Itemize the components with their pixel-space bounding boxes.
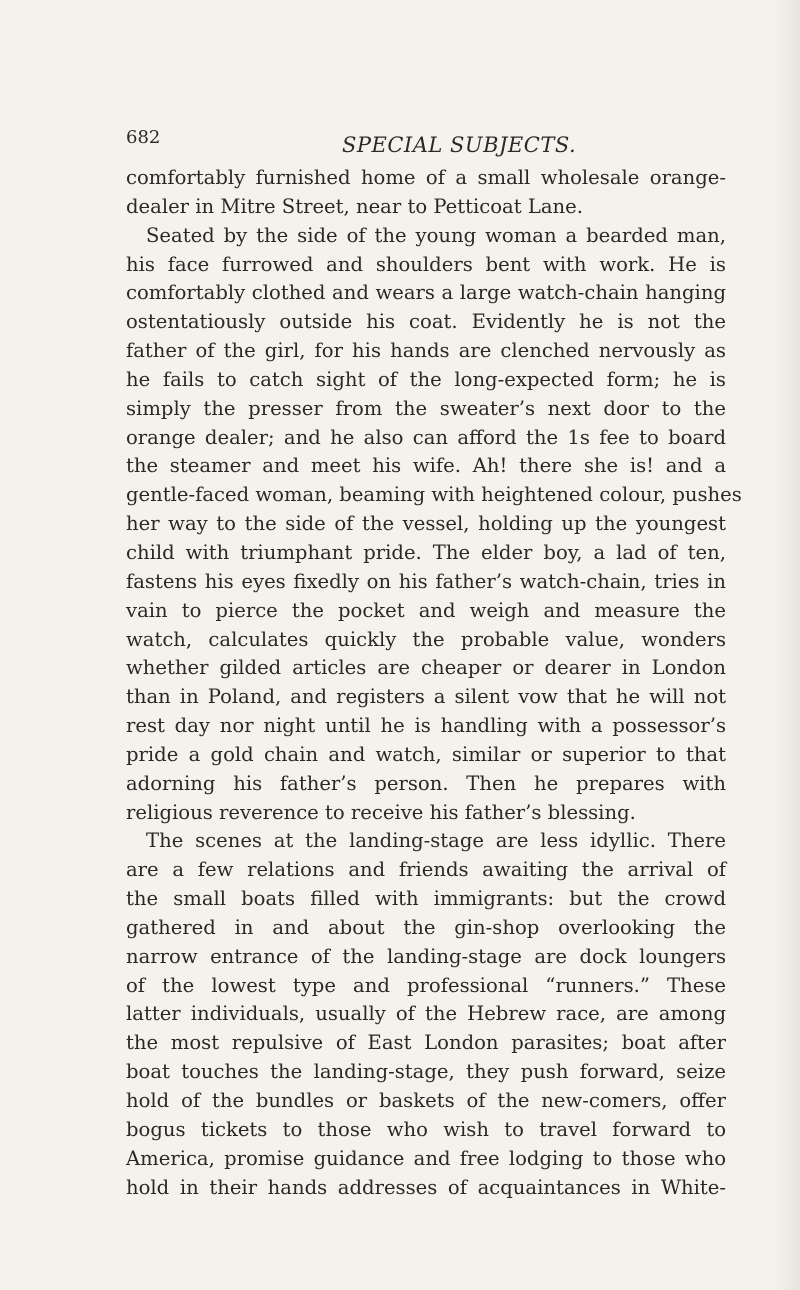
text-line: watch, calculates quickly the probable value, wonders bbox=[126, 627, 726, 651]
text-line: her way to the side of the vessel, holding up the youngest bbox=[126, 512, 726, 536]
text-line: pride a gold chain and watch, similar or superior to that bbox=[126, 742, 726, 766]
text-line: ostentatiously outside his coat. Evidently he is not the bbox=[126, 310, 726, 334]
text-line: are a few relations and friends awaiting the arrival of bbox=[126, 858, 726, 882]
text-line: simply the presser from the sweater’s next door to the bbox=[126, 396, 726, 420]
text-line: hold in their hands addresses of acquaintances in White- bbox=[126, 1175, 726, 1199]
text-line: boat touches the landing-stage, they push forward, seize bbox=[126, 1060, 726, 1084]
text-line: father of the girl, for his hands are clenched nervously as bbox=[126, 339, 726, 363]
text-line: bogus tickets to those who wish to travel forward to bbox=[126, 1117, 726, 1141]
text-line: gathered in and about the gin-shop overlooking the bbox=[126, 915, 726, 939]
text-line: hold of the bundles or baskets of the new-comers, offer bbox=[126, 1089, 726, 1112]
body-text bbox=[126, 164, 742, 1202]
text-line: dealer in Mitre Street, near to Petticoat Lane. bbox=[126, 194, 583, 218]
text-line: whether gilded articles are cheaper or dearer in London bbox=[126, 656, 726, 680]
text-line: vain to pierce the pocket and weigh and measure the bbox=[126, 598, 726, 622]
paragraph-start-line: Seated by the side of the young woman a bearded man, bbox=[146, 223, 726, 247]
text-line: America, promise guidance and free lodging to those who bbox=[126, 1146, 726, 1170]
text-line: than in Poland, and registers a silent vow that he will not bbox=[126, 685, 726, 709]
text-line: orange dealer; and he also can afford the 1s fee to board bbox=[126, 425, 726, 449]
text-line: fastens his eyes fixedly on his father’s watch-chain, tries in bbox=[126, 569, 726, 593]
text-line: his face furrowed and shoulders bent with work. He is bbox=[126, 252, 726, 276]
page-number: 682 bbox=[126, 127, 161, 148]
text-line: narrow entrance of the landing-stage are dock loungers bbox=[126, 944, 726, 968]
text-line: comfortably furnished home of a small wholesale orange- bbox=[126, 166, 726, 189]
text-line: adorning his father’s person. Then he prepares with bbox=[126, 771, 726, 795]
text-line: the small boats filled with immigrants: but the crowd bbox=[126, 887, 726, 911]
running-head: SPECIAL SUBJECTS. bbox=[342, 133, 577, 157]
paragraph-start-line: The scenes at the landing-stage are less idyllic. There bbox=[146, 829, 726, 853]
text-line: child with triumphant pride. The elder boy, a lad of ten, bbox=[126, 540, 726, 564]
text-line: rest day nor night until he is handling with a possessor’s bbox=[126, 714, 726, 738]
text-line: comfortably clothed and wears a large watch-chain hanging bbox=[126, 281, 726, 305]
page-edge-shadow bbox=[774, 0, 800, 1290]
text-line: of the lowest type and professional “runners.” These bbox=[126, 973, 726, 997]
text-line: latter individuals, usually of the Hebrew race, are among bbox=[126, 1002, 726, 1026]
text-line: the steamer and meet his wife. Ah! there she is! and a bbox=[126, 454, 726, 478]
text-line: gentle-faced woman, beaming with heightened colour, pushes bbox=[126, 483, 742, 507]
text-line: the most repulsive of East London parasites; boat after bbox=[126, 1031, 726, 1055]
text-line: religious reverence to receive his father’s blessing. bbox=[126, 800, 636, 824]
text-line: he fails to catch sight of the long-expected form; he is bbox=[126, 367, 726, 391]
